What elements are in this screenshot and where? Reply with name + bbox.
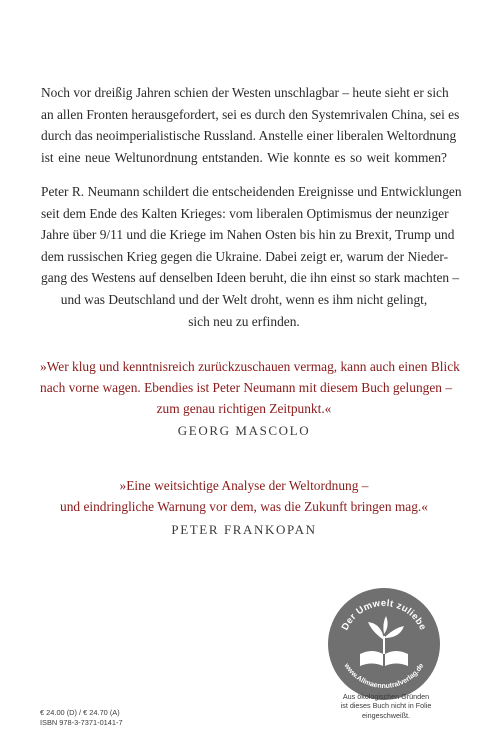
blurb-line: Peter R. Neumann schildert die entscheidenden Ereignisse und Entwicklungen (41, 184, 462, 199)
blurb-line: ist eine neue Weltunordnung entstanden. Wie konnte es so weit kommen? (41, 149, 447, 165)
blurb-line: gang des Westens auf denselben Ideen beruht, die ihn einst so stark machten – (41, 270, 460, 286)
quote-line: zum genau richtigen Zeitpunkt.« (156, 401, 332, 416)
blurb-line: und was Deutschland und der Welt droht, wenn es ihm nicht gelingt, (60, 291, 428, 307)
price-isbn (40, 708, 123, 728)
environment-badge (324, 584, 444, 704)
isbn-line: ISBN 978-3-7371-0141-7 (40, 718, 123, 727)
eco-note (330, 692, 442, 720)
review-quote-mascolo (40, 356, 460, 419)
eco-note-line: eingeschweißt. (362, 710, 410, 720)
eco-note-line: Aus ökologischen Gründen (342, 692, 430, 701)
quote-author-frankopan: PETER FRANKOPAN (171, 522, 317, 537)
blurb-line: sich neu zu erfinden. (188, 313, 300, 329)
blurb-line: Jahre über 9/11 und die Kriege im Nahen Osten bis hin zu Brexit, Trump und (41, 227, 455, 243)
badge-bottom-text: www.Allmaennutralverlag.de (342, 662, 426, 690)
blurb-paragraph-1 (41, 82, 460, 168)
quote-line: und eindringliche Warnung vor dem, was die Zukunft bringen mag.« (60, 499, 428, 514)
quote-author-mascolo: GEORG MASCOLO (177, 423, 311, 438)
blurb-line: an allen Fronten herausgefordert, sei es durch den Systemrivalen China, sei es (41, 106, 460, 122)
blurb-paragraph-2 (41, 181, 462, 332)
blurb-line: Noch vor dreißig Jahren schien der Westen unschlagbar – heute sieht er sich (41, 85, 449, 100)
badge-top-text: Der Umwelt zuliebe (339, 597, 429, 633)
price-line: € 24.00 (D) / € 24.70 (A) (40, 708, 120, 717)
quote-line: »Eine weitsichtige Analyse der Weltordnung – (119, 478, 369, 493)
review-quote-frankopan (40, 475, 448, 517)
eco-note-line: ist dieses Buch nicht in Folie (340, 701, 432, 711)
quote-line: nach vorne wagen. Ebendies ist Peter Neumann mit diesem Buch gelungen – (40, 380, 453, 395)
blurb-line: dem russischen Krieg gegen die Ukraine. Dabei zeigt er, warum der Nieder- (41, 248, 449, 264)
blurb-line: durch das neoimperialistische Russland. Anstelle einer liberalen Weltordnung (41, 128, 457, 144)
quote-line: »Wer klug und kenntnisreich zurückzuschauen vermag, kann auch einen Blick (40, 359, 460, 374)
blurb-line: seit dem Ende des Kalten Krieges: vom liberalen Optimismus der neunziger (41, 205, 449, 221)
